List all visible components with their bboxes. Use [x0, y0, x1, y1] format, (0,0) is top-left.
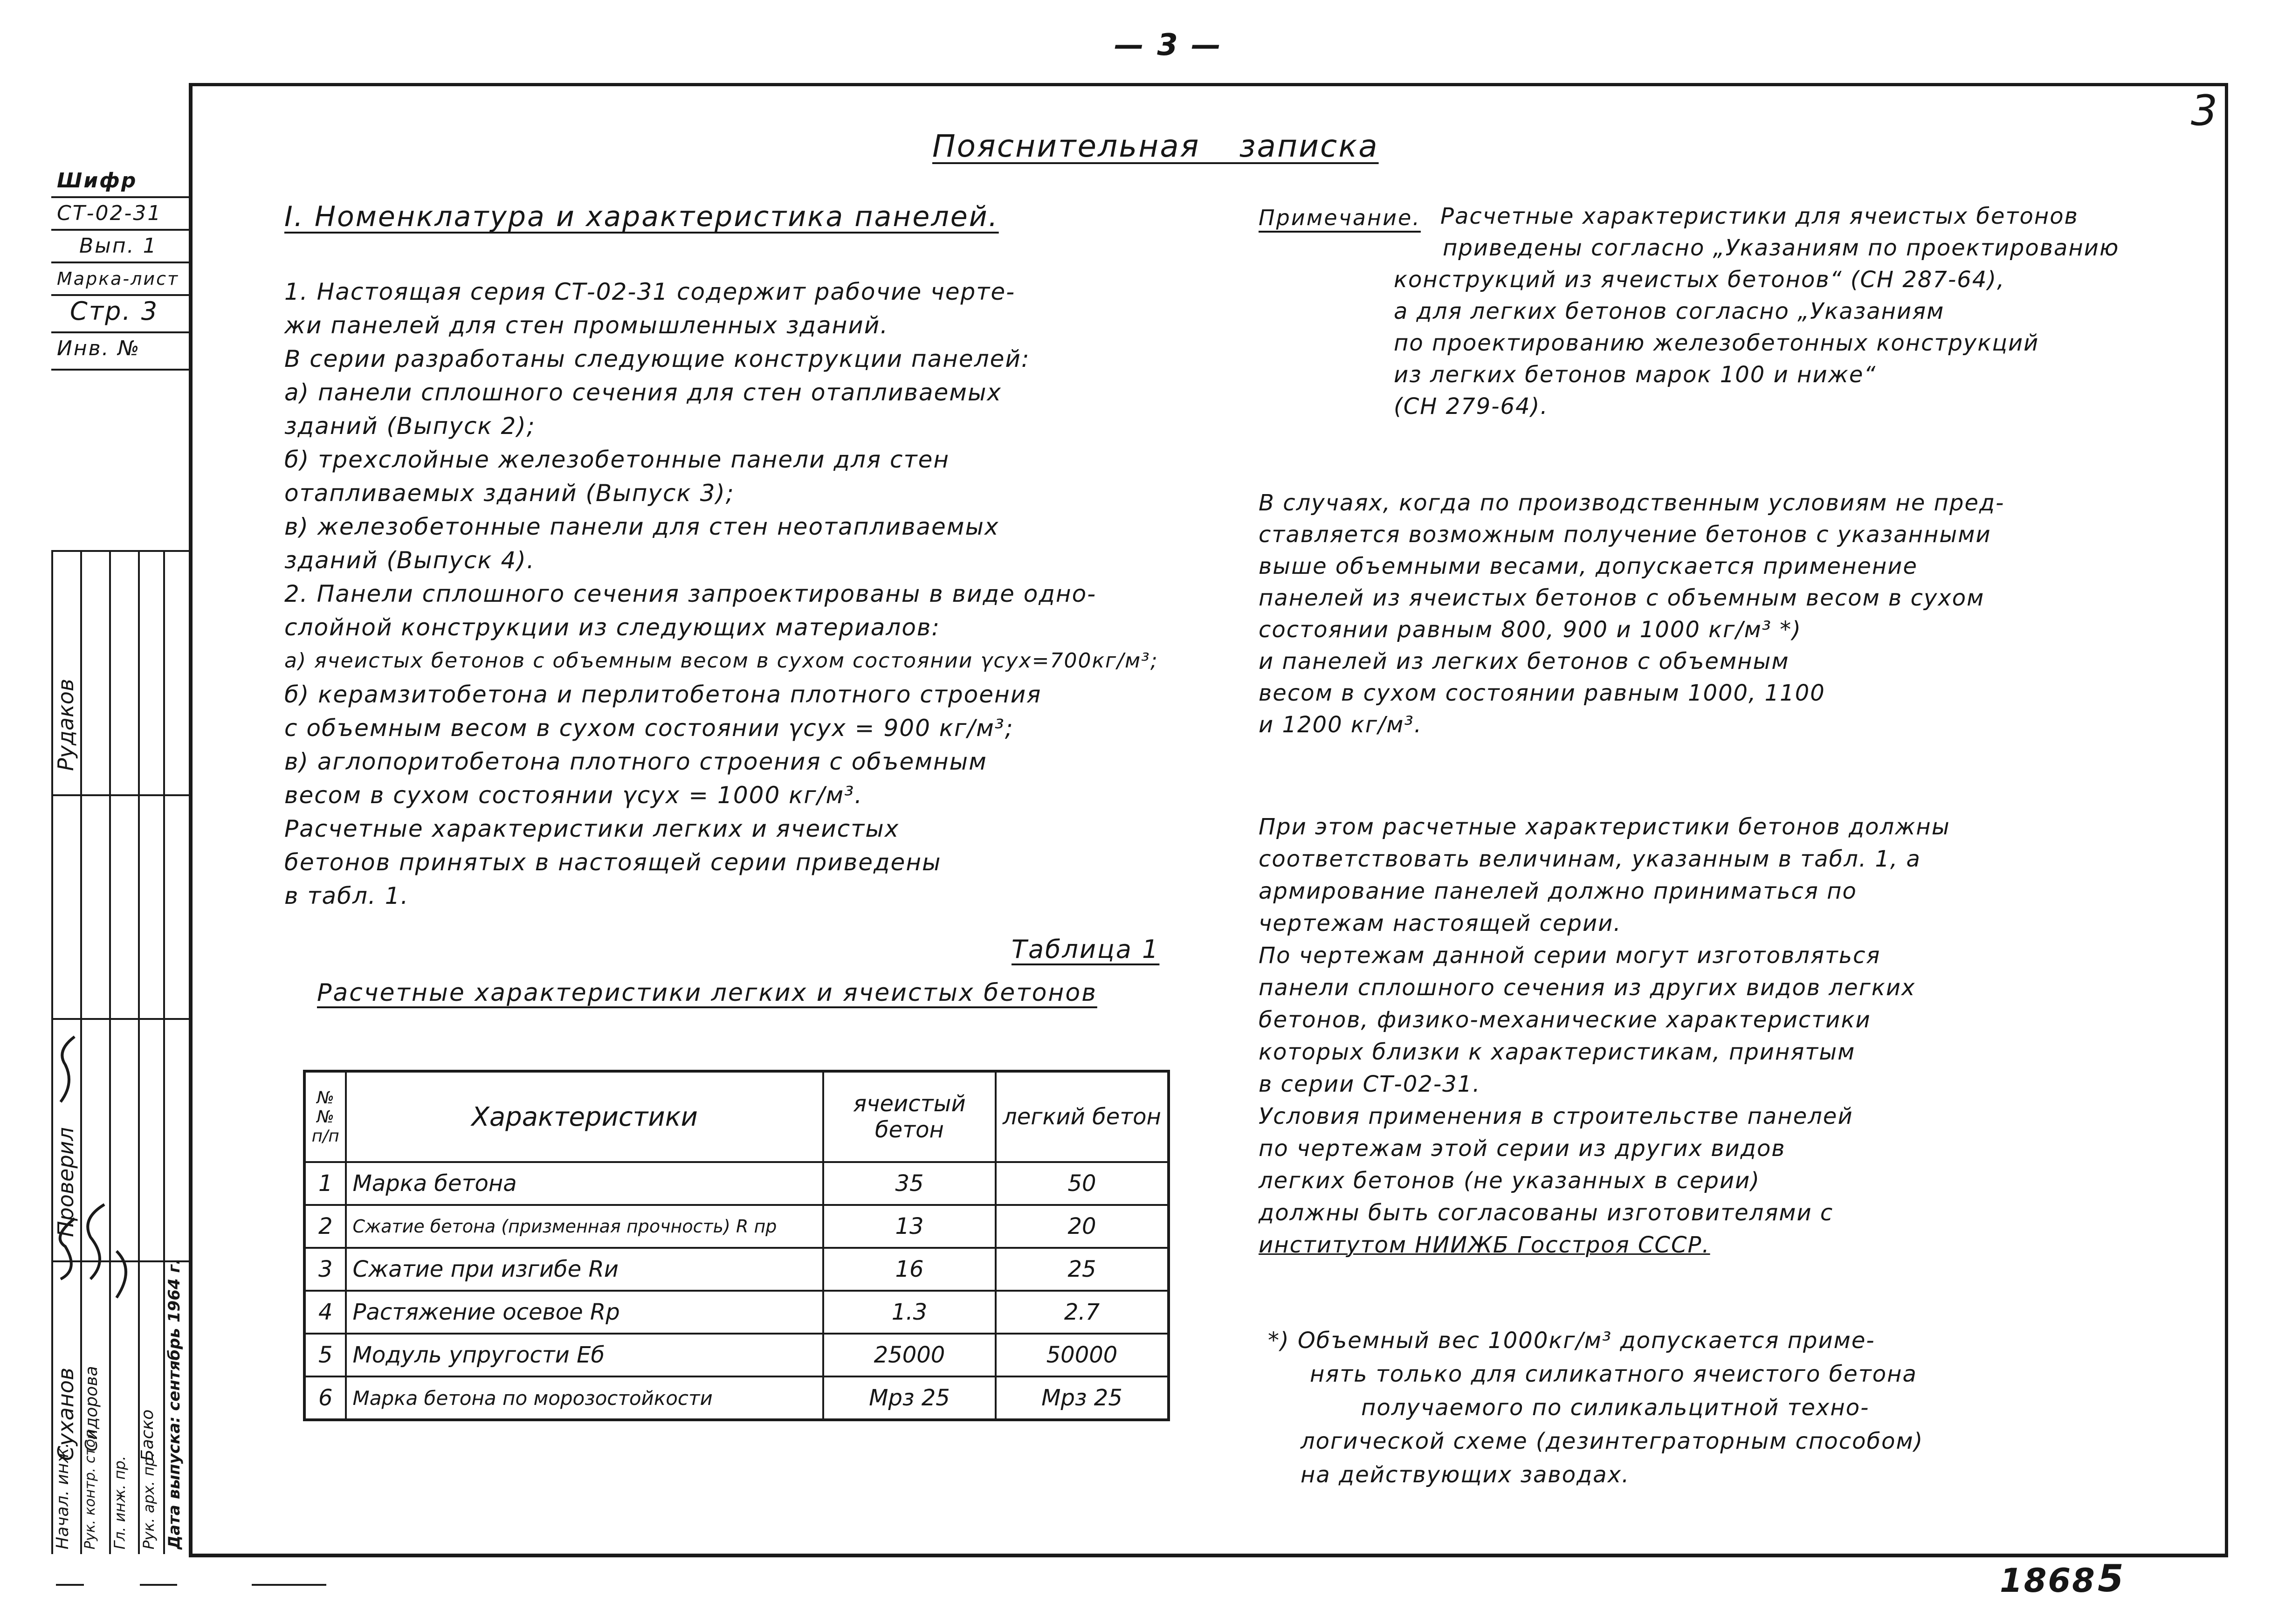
role-1: Начал. инж.	[53, 1442, 72, 1549]
table-cell: 6	[304, 1376, 346, 1420]
table-cell: 35	[823, 1162, 996, 1205]
section-line: а) ячеистых бетонов с объемным весом в сухом состоянии γсух=700кг/м³;	[284, 649, 1158, 673]
note-line: (СН 279-64).	[1394, 393, 1549, 420]
note-line: конструкций из ячеистых бетонов“ (СН 287-64),	[1394, 267, 2005, 293]
table-cell: 25000	[823, 1334, 996, 1376]
paragraph-line: соответствовать величинам, указанным в табл. 1, а	[1259, 846, 1921, 872]
paragraph-line: должны быть согласованы изготовителями с	[1259, 1200, 1834, 1226]
table-cell: 50	[996, 1162, 1169, 1205]
table-row	[304, 1205, 1169, 1248]
stamp-page: Стр. 3	[51, 296, 191, 333]
paragraph-line: институтом НИИЖБ Госстроя СССР.	[1259, 1232, 1710, 1258]
note-line: из легких бетонов марок 100 и ниже“	[1394, 362, 1877, 388]
table-cell: Растяжение осевое Rр	[346, 1291, 823, 1334]
table-cell: 1	[304, 1162, 346, 1205]
footnote-line: *) Объемный вес 1000кг/м³ допускается приме-	[1268, 1328, 1875, 1354]
stamp-brand-sheet: Марка-лист	[51, 263, 191, 296]
section-line: в) железобетонные панели для стен неотапливаемых	[284, 513, 999, 540]
paragraph-line: ставляется возможным получение бетонов с указанными	[1259, 522, 1991, 548]
table-cell: Сжатие бетона (призменная прочность) R пр	[346, 1205, 823, 1248]
header-cell: Характеристики	[346, 1071, 823, 1162]
document-title: Пояснительная записка	[932, 128, 1379, 164]
table-row	[304, 1162, 1169, 1205]
stamp-cipher-block	[51, 165, 191, 360]
table-cell: Модуль упругости Еб	[346, 1334, 823, 1376]
paragraph-line: весом в сухом состоянии равным 1000, 1100	[1259, 680, 1825, 706]
role-4: Рук. арх. пр.	[140, 1452, 158, 1549]
section-line: Расчетные характеристики легких и ячеистых	[284, 815, 900, 842]
table-cell: Сжатие при изгибе Rи	[346, 1248, 823, 1291]
table-row	[304, 1376, 1169, 1420]
paragraph-line: легких бетонов (не указанных в серии)	[1259, 1168, 1761, 1194]
section-line: б) трехслойные железобетонные панели для стен	[284, 446, 950, 473]
paragraph-line: панелей из ячеистых бетонов с объемным весом в сухом	[1259, 585, 1985, 611]
paragraph-line: выше объемными весами, допускается применение	[1259, 553, 1918, 579]
stamp-cipher-label: Шифр	[51, 165, 191, 198]
table-cell: Марка бетона	[346, 1162, 823, 1205]
paragraph-line: которых близки к характеристикам, принятым	[1259, 1039, 1856, 1065]
section-line: весом в сухом состоянии γсух = 1000 кг/м³.	[284, 782, 863, 809]
section-line: 1. Настоящая серия СТ-02-31 содержит рабочие черте-	[284, 278, 1016, 305]
table-cell: 50000	[996, 1334, 1169, 1376]
sheet-number: 3	[2191, 86, 2219, 135]
note-line: а для легких бетонов согласно „Указаниям	[1394, 298, 1945, 324]
note-label: Примечание.	[1259, 205, 1421, 230]
section-line: слойной конструкции из следующих материалов:	[284, 614, 941, 641]
header-cell: легкий бетон	[996, 1071, 1169, 1162]
section-line: В серии разработаны следующие конструкции панелей:	[284, 345, 1030, 372]
section-line: зданий (Выпуск 2);	[284, 413, 536, 440]
signer-name-4: Сидорова	[82, 1366, 101, 1452]
footnote	[1268, 1324, 1923, 1492]
note-line: по проектированию железобетонных конструкций	[1394, 330, 2039, 356]
table-cell: Мрз 25	[996, 1376, 1169, 1420]
table-label: Таблица 1	[1012, 935, 1160, 964]
bottom-dash-marks	[0, 1576, 559, 1594]
paragraph-line: в серии СТ-02-31.	[1259, 1071, 1481, 1097]
section-line: бетонов принятых в настоящей серии приведены	[284, 849, 942, 876]
paragraph-line: Условия применения в строительстве панелей	[1259, 1103, 1853, 1129]
right-paragraph-2	[1259, 811, 1950, 1261]
table-cell: Мрз 25	[823, 1376, 996, 1420]
signer-name-1: Рудаков	[53, 679, 78, 771]
paragraph-line: В случаях, когда по производственным условиям не пред-	[1259, 490, 2005, 516]
paragraph-line: и 1200 кг/м³.	[1259, 712, 1422, 738]
table-cell: 20	[996, 1205, 1169, 1248]
concrete-characteristics-table	[303, 1070, 1170, 1421]
table-row	[304, 1248, 1169, 1291]
header-cell: ячеистый бетон	[823, 1071, 996, 1162]
section-body	[284, 275, 1158, 913]
paragraph-line: по чертежам этой серии из других видов	[1259, 1135, 1786, 1162]
note-line: приведены согласно „Указаниям по проектированию	[1443, 235, 2120, 261]
bottom-page-number: 5	[2098, 1557, 2125, 1600]
stamp-cipher-value: СТ-02-31	[51, 198, 191, 231]
section-heading: I. Номенклатура и характеристика панелей.	[284, 200, 999, 233]
signature-scribbles	[51, 552, 191, 1554]
header-cell: №№ п/п	[304, 1071, 346, 1162]
table-cell: Марка бетона по морозостойкости	[346, 1376, 823, 1420]
paragraph-line: состоянии равным 800, 900 и 1000 кг/м³ *)	[1259, 617, 1802, 643]
table-cell: 2.7	[996, 1291, 1169, 1334]
signature-stamp	[51, 550, 191, 1554]
table-cell: 4	[304, 1291, 346, 1334]
table-cell: 16	[823, 1248, 996, 1291]
section-line: 2. Панели сплошного сечения запроектированы в виде одно-	[284, 580, 1097, 607]
release-date: Дата выпуска: сентябрь 1964 г.	[165, 1258, 184, 1549]
table-row	[304, 1291, 1169, 1334]
section-line: с объемным весом в сухом состоянии γсух = 900 кг/м³;	[284, 715, 1014, 742]
table-cell: 13	[823, 1205, 996, 1248]
signer-name-2: Проверил	[53, 1127, 78, 1237]
section-line: зданий (Выпуск 4).	[284, 547, 535, 574]
paragraph-line: По чертежам данной серии могут изготовляться	[1259, 943, 1881, 969]
footnote-line: получаемого по силикальцитной техно-	[1361, 1395, 1870, 1421]
paragraph-line: армирование панелей должно приниматься по	[1259, 878, 1857, 904]
section-line: в табл. 1.	[284, 882, 409, 909]
paragraph-line: панели сплошного сечения из других видов легких	[1259, 975, 1916, 1001]
footnote-line: логической схеме (дезинтеграторным способом)	[1301, 1428, 1924, 1454]
section-line: отапливаемых зданий (Выпуск 3);	[284, 480, 735, 507]
paragraph-line: При этом расчетные характеристики бетонов должны	[1259, 814, 1950, 840]
table-cell: 5	[304, 1334, 346, 1376]
table-title: Расчетные характеристики легких и ячеистых бетонов	[317, 979, 1097, 1007]
signer-name-3: Суханов	[53, 1367, 78, 1461]
table-cell: 1.3	[823, 1291, 996, 1334]
role-3: Гл. инж. пр.	[111, 1456, 129, 1549]
table-cell: 2	[304, 1205, 346, 1248]
paragraph-line: и панелей из легких бетонов с объемным	[1259, 648, 1789, 674]
footnote-line: на действующих заводах.	[1301, 1462, 1630, 1488]
section-line: б) керамзитобетона и перлитобетона плотного строения	[284, 681, 1042, 708]
table-cell: 25	[996, 1248, 1169, 1291]
section-line: жи панелей для стен промышленных зданий.	[284, 312, 889, 339]
note-body	[1394, 200, 2120, 422]
footnote-line: нять только для силикатного ячеистого бетона	[1310, 1361, 1917, 1387]
drawing-code: 1868	[2000, 1562, 2096, 1600]
paragraph-line: бетонов, физико-механические характеристики	[1259, 1007, 1871, 1033]
stamp-issue: Вып. 1	[51, 231, 191, 263]
page-marker: — 3 —	[1114, 28, 1223, 62]
note-line: Расчетные характеристики для ячеистых бетонов	[1440, 203, 2079, 229]
signer-name-5: Баско	[138, 1409, 157, 1461]
table-header-row	[304, 1071, 1169, 1162]
paragraph-line: чертежам настоящей серии.	[1259, 910, 1622, 936]
table-row	[304, 1334, 1169, 1376]
section-line: а) панели сплошного сечения для стен отапливаемых	[284, 379, 1002, 406]
section-line: в) аглопоритобетона плотного строения с объемным	[284, 748, 987, 775]
stamp-inv: Инв. №	[51, 333, 191, 371]
table-cell: 3	[304, 1248, 346, 1291]
right-paragraph-1	[1259, 487, 2005, 741]
role-2: Рук. контр. стол	[82, 1430, 98, 1549]
